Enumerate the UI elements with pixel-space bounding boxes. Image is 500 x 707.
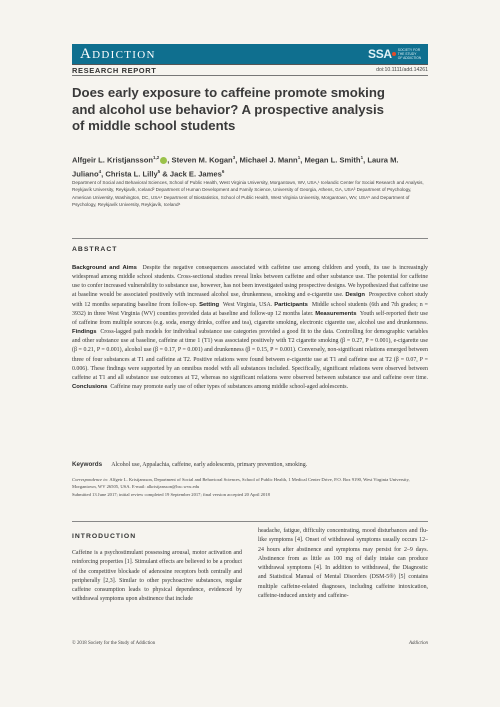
abstract-participants-label: Participants	[274, 301, 308, 308]
correspondence-text: Alfgeir L. Kristjansson, Department of Social and Behavioral Sciences, School of Public Health, 1 Medical Center Drive, P.O. Box 9190, West Virginia University, Morgantown, WV 26505, USA. E-mail: alkristjansson@hsc.wvu.edu	[72, 477, 410, 490]
correspondence-label: Correspondence to:	[72, 477, 109, 482]
author-affiliation-sup: 5	[157, 168, 161, 174]
orcid-icon[interactable]	[160, 157, 167, 164]
keywords	[72, 461, 428, 468]
abstract-bg-label: Background and Aims	[72, 265, 137, 271]
ssa-logo	[368, 46, 428, 62]
ssa-abbr: SSA	[368, 47, 392, 61]
ssa-society-name: SOCIETY FOR THE STUDY OF ADDICTION	[397, 48, 422, 60]
author-name: Laura M. Juliano	[72, 155, 399, 179]
author-name: Jack E. James	[169, 169, 222, 179]
ssa-dot-icon	[392, 52, 396, 56]
author-list: Alfgeir L. Kristjansson$^{1,2}$ , Steven M. Kogan$^3$, Michael J. Mann$^1$, Megan L. Smith$^1$, Laura M. Juliano$^4$, Christa L. Lilly$^5$ & Jack E. James$^6$	[72, 155, 399, 179]
correspondence	[72, 476, 428, 498]
article-title: Does early exposure to caffeine promote smoking and alcohol use behavior? A prospective analysis of middle school students	[72, 85, 385, 133]
article-type: RESEARCH REPORT	[72, 66, 157, 75]
abstract-design-label: Design	[345, 292, 365, 299]
abstract-findings-label: Findings	[72, 329, 97, 336]
abstract-heading: ABSTRACT	[72, 246, 118, 253]
keywords-text: Alcohol use, Appalachia, caffeine, early adolescents, primary prevention, smoking.	[111, 462, 308, 468]
header-rule	[72, 64, 428, 65]
abstract-findings-text: Cross-lagged path models for individual substance use categories provided a good fit to the data. Controlling for demographic variables and other substance use at baseline, caffeine at time 1 (T1) was associated positively with T2 cigarette smoking (β = 0.27, P = 0.001), e-cigarette use (β = 0.21, P = 0.001), alcohol use (β = 0.17, P = 0.001) and drunkenness (β = 0.15, P = 0.001). Conversely, non-significant relations emerged between three of four substances at T1 and caffeine at T2. Positive relations were found between e-cigarette use at T1 and caffeine use at T2 (β = 0.07, P = 0.006). These findings were supported by an omnibus model with all substances included. Specifically, significant relations were observed between caffeine at T1 and all substance use outcomes at T2, whereas no significant relations were observed between substance use and caffeine over time.	[72, 329, 429, 381]
affiliations: Department of Social and Behavioral Sciences, School of Public Health, West Virginia University, Morgantown, WV, USA,¹ Icelandic Center for Social Research and Analysis, Reykjavík University, Reykjavík, Iceland² Department of Human Development and Family Science, University of Georgia, Athens, GA, USA³ Department of Psychology, American University, Washington, DC, USA⁴ Department of Biostatistics, School of Public Health, West Virginia University, Morgantown, WV, USA⁵ and Department of Psychology, Reykjavík University, Reykjavík, Iceland⁶	[72, 180, 424, 208]
submission-dates: Submitted 13 June 2017; initial review completed 19 September 2017; final version accepted 20 April 2018	[72, 491, 270, 497]
abstract-measurements-text: Youth self-reported their use of caffeine from multiple sources (e.g. soda, energy drinks, coffee and tea), cigarette smoking, electronic cigarette use, alcohol use and drunkenness.	[72, 310, 429, 326]
author-name: Christa L. Lilly	[105, 169, 158, 179]
subheader-rule	[72, 75, 428, 76]
author-affiliation-sup: 1,2	[153, 155, 160, 160]
author-name: Alfgeir L. Kristjansson	[72, 155, 154, 165]
author-affiliation-sup: 4	[98, 168, 102, 174]
abstract-setting-label: Setting	[199, 301, 220, 308]
author-name: Michael J. Mann	[239, 155, 298, 165]
keywords-label: Keywords	[72, 461, 103, 468]
footer-copyright: © 2018 Society for the Study of Addiction	[72, 641, 156, 646]
abstract-design-text: Prospective cohort study with 12 months separating baseline from follow-up.	[72, 292, 428, 308]
author-affiliation-sup: 6	[221, 168, 225, 174]
footer-journal: Addiction	[408, 641, 428, 646]
abstract-rule	[72, 238, 428, 239]
author-affiliation-sup: 1	[297, 155, 301, 160]
abstract-setting-text: West Virginia, USA.	[222, 301, 273, 308]
abstract-participants-text: Middle school students (6th and 7th grades; n = 3932) in three West Virginia (WV) counties provided data at baseline and follow-up 12 months later.	[72, 301, 428, 317]
abstract-measurements-label: Measurements	[315, 310, 357, 317]
author-affiliation-sup: 3	[232, 155, 236, 160]
intro-left-column: Caffeine is a psychostimulant possessing arousal, motor activation and reinforcing properties [1]. Stimulant effects are believed to be a product of the competitive blockade of adenosine receptors both centrally and peripherally [2,3]. Similar to other psychoactive substances, regular caffeine consumption leads to physical dependence, evidenced by withdrawal symptoms upon abstinence that include	[72, 550, 242, 603]
author-name: Steven M. Kogan	[171, 155, 233, 165]
abstract-bg-text: Despite the negative consequences associated with caffeine use among children and youth, its use is increasingly widespread among middle school students. Cross-sectional studies reveal links between caffeine and other substance use. The potential for caffeine use to confer increased vulnerability to substance use, however, has not been investigated using prospective designs. We hypothesized that caffeine use at baseline would be associated positively with increased alcohol use, drunkenness, smoking and e-cigarette use.	[72, 265, 428, 299]
doi: doi:10.1111/add.14261	[376, 67, 428, 73]
author-affiliation-sup: 1	[360, 155, 364, 160]
abstract-conclusions-text: Caffeine may promote early use of other types of substances among middle school-aged adolescents.	[110, 384, 349, 391]
intro-heading: INTRODUCTION	[72, 533, 137, 540]
author-name: Megan L. Smith	[304, 155, 361, 165]
abstract-body	[72, 264, 428, 392]
abstract-conclusions-label: Conclusions	[72, 384, 108, 391]
intro-rule	[72, 521, 428, 522]
journal-title: Addiction	[80, 45, 156, 62]
intro-right-column: headache, fatigue, difficulty concentrating, mood disturbances and flu-like symptoms [4]. Onset of withdrawal symptoms usually occurs 12–24 hours after abstinence and symptoms may persist for 2–9 days. Abstinence from as little as 100 mg of daily intake can produce withdrawal symptoms [4]. In addition to withdrawal, the Diagnostic and Statistical Manual of Mental Disorders (DSM-5®) [5] contains multiple caffeine-related diagnoses, including caffeine intoxication, caffeine-induced anxiety and caffeine-	[258, 528, 428, 600]
